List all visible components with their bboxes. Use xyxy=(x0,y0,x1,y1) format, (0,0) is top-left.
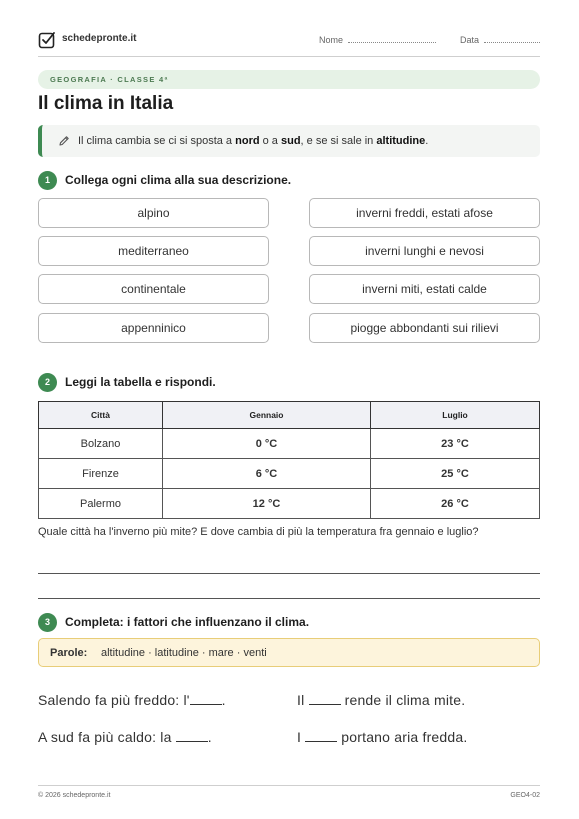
pencil-icon xyxy=(58,135,70,147)
copyright: © 2026 schedepronte.it xyxy=(38,792,111,799)
word-bank xyxy=(38,638,540,667)
word-bank-label: Parole: xyxy=(50,647,88,659)
blank-field[interactable] xyxy=(309,693,341,705)
table-row xyxy=(39,429,540,459)
checkbox-logo-icon xyxy=(38,31,56,49)
brand-name: schedepronte.it xyxy=(62,33,137,44)
blank-field[interactable] xyxy=(190,693,222,705)
name-label: Nome xyxy=(319,35,344,45)
date-label: Data xyxy=(460,35,480,45)
answer-line[interactable] xyxy=(38,598,540,599)
blank-field[interactable] xyxy=(305,730,337,742)
temperature-table xyxy=(38,401,540,519)
table-row xyxy=(39,489,540,519)
section-number: 1 xyxy=(38,171,57,190)
city-cell: Palermo xyxy=(39,489,163,519)
intro-note xyxy=(38,125,540,157)
fill-sentence-2: Il rende il clima mite. xyxy=(297,692,466,708)
description-box[interactable]: inverni miti, estati calde xyxy=(309,274,540,304)
temp-cell: 6 °C xyxy=(163,459,371,489)
column-header: Città xyxy=(39,402,163,429)
page-footer xyxy=(38,785,540,799)
temp-cell: 23 °C xyxy=(371,429,540,459)
temp-cell: 25 °C xyxy=(371,459,540,489)
subject-badge xyxy=(38,70,540,89)
page-header xyxy=(38,29,540,57)
description-box[interactable]: inverni freddi, estati afose xyxy=(309,198,540,228)
question-text: Quale città ha l'inverno più mite? E dove cambia di più la temperatura fra gennaio e luglio? xyxy=(38,526,479,538)
section-number: 2 xyxy=(38,373,57,392)
page-title: Il clima in Italia xyxy=(38,93,174,114)
column-header: Gennaio xyxy=(163,402,371,429)
climate-box-appenninico[interactable]: appenninico xyxy=(38,313,269,343)
climate-box-mediterraneo[interactable]: mediterraneo xyxy=(38,236,269,266)
city-cell: Firenze xyxy=(39,459,163,489)
blank-field[interactable] xyxy=(176,730,208,742)
date-field[interactable] xyxy=(460,35,540,45)
name-field[interactable] xyxy=(319,35,436,45)
fill-sentence-1: Salendo fa più freddo: l' . xyxy=(38,692,226,708)
worksheet-code: GEO4-02 xyxy=(510,792,540,799)
temp-cell: 0 °C xyxy=(163,429,371,459)
table-row xyxy=(39,459,540,489)
temp-cell: 12 °C xyxy=(163,489,371,519)
section-title: Completa: i fattori che influenzano il clima. xyxy=(65,615,310,629)
column-header: Luglio xyxy=(371,402,540,429)
description-box[interactable]: inverni lunghi e nevosi xyxy=(309,236,540,266)
word-bank-words: altitudine · latitudine · mare · venti xyxy=(101,647,267,659)
answer-line[interactable] xyxy=(38,573,540,574)
worksheet-page xyxy=(38,0,540,819)
fill-sentence-4: I portano aria fredda. xyxy=(297,729,468,745)
section-title: Collega ogni clima alla sua descrizione. xyxy=(65,173,292,187)
fill-sentence-3: A sud fa più caldo: la . xyxy=(38,729,212,745)
temp-cell: 26 °C xyxy=(371,489,540,519)
climate-box-alpino[interactable]: alpino xyxy=(38,198,269,228)
description-box[interactable]: piogge abbondanti sui rilievi xyxy=(309,313,540,343)
city-cell: Bolzano xyxy=(39,429,163,459)
section-title: Leggi la tabella e rispondi. xyxy=(65,375,216,389)
table-header-row xyxy=(39,402,540,429)
subject-label: GEOGRAFIA · CLASSE 4ª xyxy=(50,75,169,84)
section-number: 3 xyxy=(38,613,57,632)
climate-box-continentale[interactable]: continentale xyxy=(38,274,269,304)
intro-text: Il clima cambia se ci si sposta a nord o a sud, e se si sale in altitudine. xyxy=(78,135,429,147)
